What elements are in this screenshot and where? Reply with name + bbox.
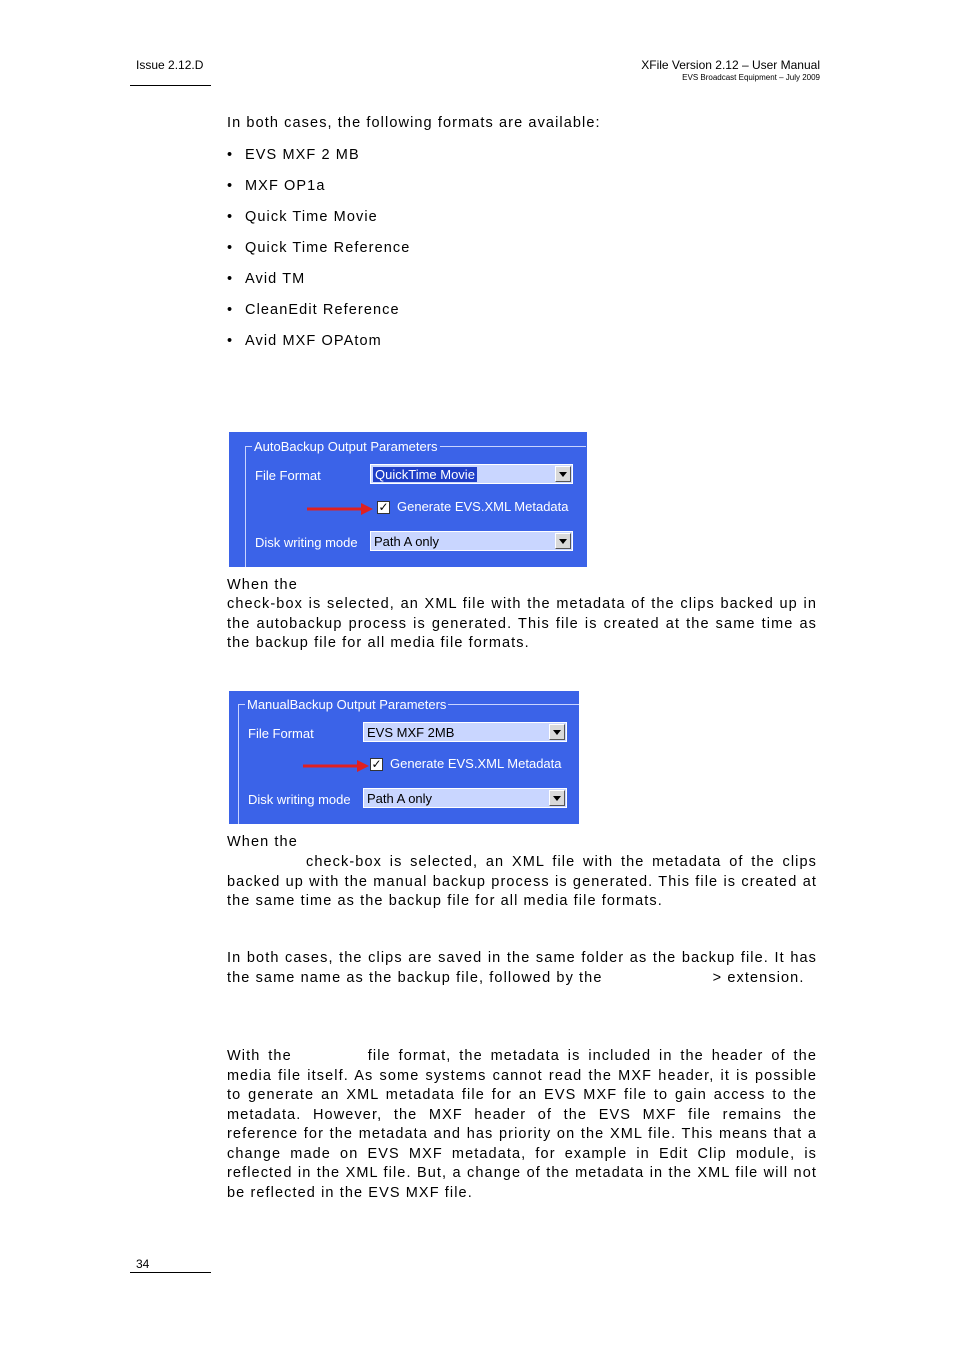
intro-text: In both cases, the following formats are available: [227,115,601,131]
file-format-dropdown[interactable] [363,722,567,742]
manual-description: check-box is selected, an XML file with the metadata of the clips backed up with the manual backup process is generated. This file is created at the same time as the backup file for all media file formats. [227,854,817,909]
disk-writing-mode-value: Path A only [374,534,440,549]
file-format-label: File Format [255,468,321,483]
generate-xml-checkbox[interactable]: ✓ [371,757,382,771]
manualbackup-panel [229,691,579,824]
red-arrow-icon [301,759,371,773]
autobackup-legend: AutoBackup Output Parameters [254,439,438,454]
generate-xml-label[interactable]: Generate EVS.XML Metadata [397,499,569,514]
format-list [227,145,410,362]
generate-xml-checkbox[interactable]: ✓ [378,500,389,514]
list-item: • MXF OP1a [227,178,326,194]
list-item: • Quick Time Movie [227,209,378,225]
mxf-paragraph [227,1047,817,1203]
manual-subtitle: EVS Broadcast Equipment – July 2009 [682,73,820,82]
disk-writing-mode-label: Disk writing mode [255,535,358,550]
auto-description: check-box is selected, an XML file with the metadata of the clips backed up in the autobackup process is generated. This file is created at the same time as the backup file for all media file formats. [227,596,817,651]
issue-label: Issue 2.12.D [136,58,204,72]
list-item: • Avid TM [227,271,306,287]
chevron-down-icon[interactable] [549,724,565,740]
manual-title: XFile Version 2.12 – User Manual [641,58,820,72]
auto-when-line: When the [227,577,298,593]
file-format-dropdown[interactable] [370,464,573,484]
mxf-text-rest: file format, the metadata is included in the header of the media file itself. As some systems cannot read the MXF header, it is possible to generate an XML metadata file for an EVS MXF file to gain access to the metadata. However, the MXF header of the EVS MXF file remains the reference for the metadata and has priority on the XML file. This means that a change made on EVS MXF metadata, for example in Edit Clip module, is reflected in the XML file. But, a change of the metadata in the XML file will not be reflected in the EVS MXF file. [227,1048,817,1201]
red-arrow-icon [305,502,375,516]
page-number: 34 [136,1257,150,1271]
chevron-down-icon[interactable] [549,790,565,806]
list-item: • CleanEdit Reference [227,302,400,318]
disk-writing-mode-label: Disk writing mode [248,792,351,807]
file-format-value: QuickTime Movie [375,467,475,482]
file-format-label: File Format [248,726,314,741]
disk-writing-mode-dropdown[interactable] [370,531,573,551]
file-format-value: EVS MXF 2MB [367,725,455,740]
disk-writing-mode-dropdown[interactable] [363,788,567,808]
folder-text-gt: > [712,969,723,986]
autobackup-panel [229,432,587,567]
footer-rule [130,1272,211,1273]
folder-text-part1: In both cases, the clips are saved in the same folder as the backup file. It has the same name as the backup file, followed by the [227,950,817,986]
generate-xml-label[interactable]: Generate EVS.XML Metadata [390,756,562,771]
header-rule [130,85,211,86]
manual-when-line: When the [227,834,298,850]
mxf-text-lead: With the [227,1048,292,1064]
list-item: • Avid MXF OPAtom [227,333,382,349]
list-item: • EVS MXF 2 MB [227,147,360,163]
folder-paragraph [227,949,817,988]
manualbackup-legend: ManualBackup Output Parameters [247,697,447,712]
disk-writing-mode-value: Path A only [367,791,433,806]
list-item: • Quick Time Reference [227,240,411,256]
chevron-down-icon[interactable] [555,466,571,482]
document-header [641,58,820,82]
chevron-down-icon[interactable] [555,533,571,549]
folder-text-part2: extension. [727,969,805,986]
